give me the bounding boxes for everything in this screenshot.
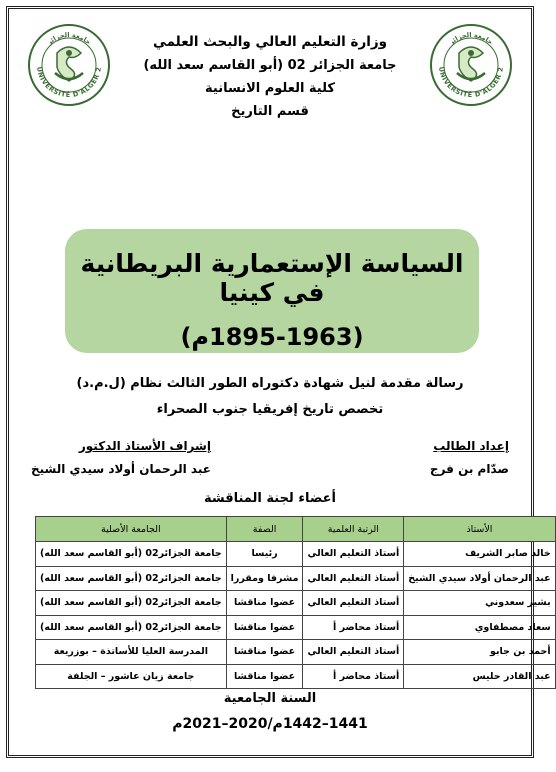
professor-rank: أستاذ التعليم العالي: [303, 591, 404, 616]
professor-rank: أستاذ التعليم العالي: [303, 542, 404, 567]
academic-year-value: 1441–1442م/2020–2021م: [172, 716, 368, 732]
supervisor-name: عبد الرحمان أولاد سيدي الشيخ: [31, 462, 211, 476]
committee-title: أعضاء لجنة المناقشة: [203, 491, 337, 506]
professor-role: عضوا مناقشا: [226, 640, 303, 665]
logo-arabic-text: جامعة الجزائر: [447, 30, 495, 47]
professor-university: جامعة الجزائر02 (أبو القاسم سعد الله): [36, 591, 227, 616]
header-role: الصفة: [226, 517, 303, 542]
thesis-specialty: تخصص تاريخ إفريقيا جنوب الصحراء: [156, 402, 384, 417]
professor-name: عبد القادر حليس: [404, 664, 555, 689]
professor-rank: أستاذ محاضر أ: [303, 615, 404, 640]
table-row: [36, 640, 556, 665]
professor-university: المدرسة العليا للأساتذة – بوزريعة: [36, 640, 227, 665]
logo-latin-text: UNIVERSITÉ D'ALGER 2: [436, 66, 506, 100]
header-professor: الأستاذ: [404, 517, 555, 542]
table-row: [36, 615, 556, 640]
university-logo-right: [429, 23, 513, 107]
professor-role: عضوا مناقشا: [226, 615, 303, 640]
professor-rank: أستاذ التعليم العالي: [303, 566, 404, 591]
table-row: [36, 566, 556, 591]
professor-rank: أستاذ محاضر أ: [303, 664, 404, 689]
committee-table: [35, 516, 556, 689]
professor-name: سعاد مصطفاوي: [404, 615, 555, 640]
professor-university: جامعة الجزائر02 (أبو القاسم سعد الله): [36, 542, 227, 567]
student-label: إعداد الطالب: [433, 439, 509, 453]
header-rank: الرتبة العلمية: [303, 517, 404, 542]
professor-university: جامعة زيان عاشور – الجلفة: [36, 664, 227, 689]
professor-name: أحمد بن جابو: [404, 640, 555, 665]
professor-role: عضوا مناقشا: [226, 591, 303, 616]
thesis-purpose: رسالة مقدمة لنيل شهادة دكتوراه الطور الثالث نظام (ل.م.د): [76, 376, 464, 391]
authors-section: [27, 436, 513, 486]
logo-arabic-text: جامعة الجزائر: [45, 30, 93, 47]
professor-name: عبد الرحمان أولاد سيدي الشيخ: [404, 566, 555, 591]
professor-role: عضوا مناقشا: [226, 664, 303, 689]
student-block: [430, 436, 509, 482]
professor-name: خالد صابر الشريف: [404, 542, 555, 567]
professor-role: مشرفا ومقررا: [226, 566, 303, 591]
header-university: الجامعة الأصلية: [36, 517, 227, 542]
professor-rank: أستاذ التعليم العالي: [303, 640, 404, 665]
table-row: [36, 542, 556, 567]
professor-university: جامعة الجزائر02 (أبو القاسم سعد الله): [36, 615, 227, 640]
document-page: [6, 6, 551, 758]
thesis-title-box: [65, 229, 479, 353]
supervisor-label: إشراف الأستاذ الدكتور: [78, 439, 211, 453]
logo-latin-text: UNIVERSITÉ D'ALGER 2: [34, 66, 104, 100]
professor-name: بشير سعدوني: [404, 591, 555, 616]
professor-role: رئيسا: [226, 542, 303, 567]
academic-year-label: السنة الجامعية: [223, 691, 317, 706]
supervisor-block: [31, 436, 211, 482]
university-name: جامعة الجزائر 02 (أبو القاسم سعد الله): [143, 58, 397, 73]
university-logo-left: [27, 23, 111, 107]
student-name: صدّام بن فرج: [429, 462, 509, 476]
institution-header: [119, 31, 421, 123]
faculty-name: كلية العلوم الانسانية: [205, 81, 335, 96]
thesis-period: (1895-1963م): [180, 323, 364, 351]
table-row: [36, 664, 556, 689]
table-header-row: [36, 517, 556, 542]
thesis-title: السياسة الإستعمارية البريطانية في كينيا: [80, 249, 464, 307]
professor-university: جامعة الجزائر02 (أبو القاسم سعد الله): [36, 566, 227, 591]
table-row: [36, 591, 556, 616]
ministry-name: وزارة التعليم العالي والبحث العلمي: [152, 34, 388, 50]
department-name: قسم التاريخ: [231, 104, 309, 119]
